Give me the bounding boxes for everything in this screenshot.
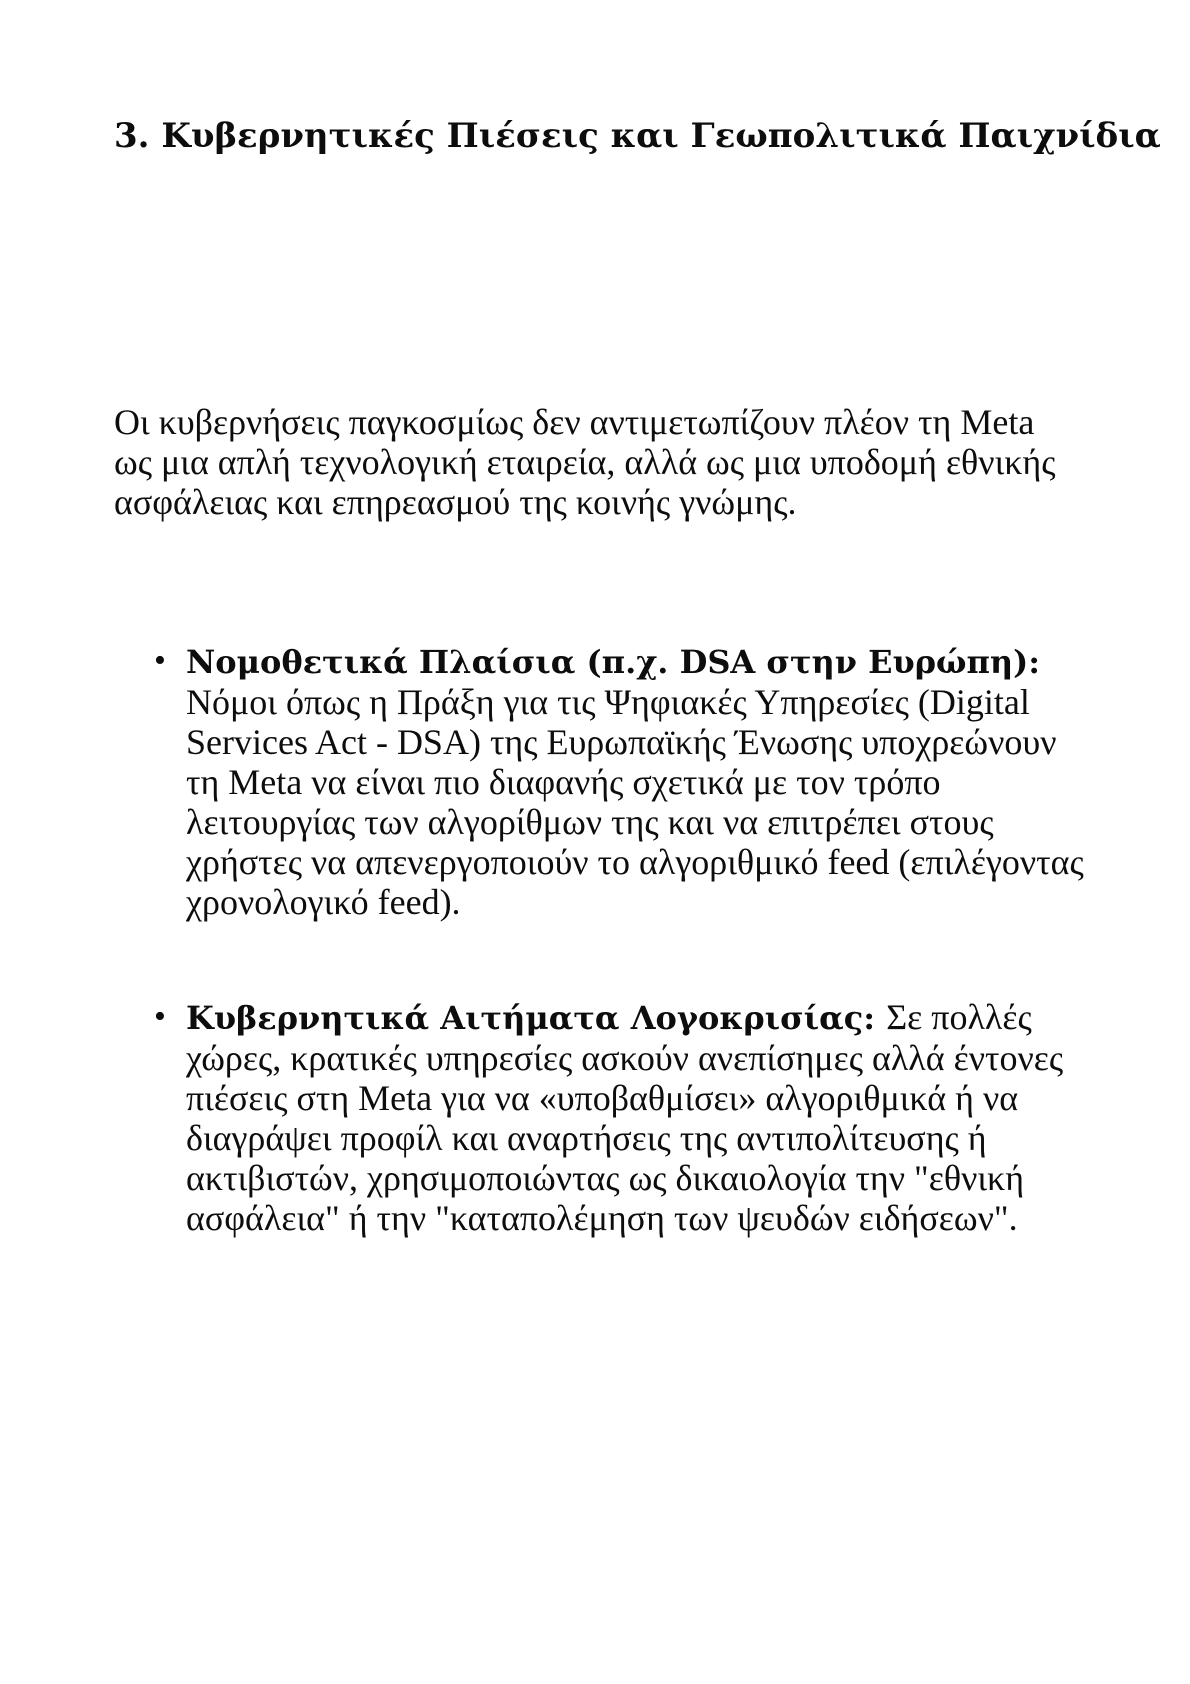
bullet-marker: •: [154, 998, 166, 1035]
bullet-item-censorship-requests: [154, 997, 1086, 1238]
bullet-item-legislative-frameworks: [154, 641, 1086, 922]
bullet-title: Νομοθετικά Πλαίσια (π.χ. DSA στην Ευρώπη):: [186, 643, 1041, 681]
bullet-text: Νόμοι όπως η Πράξη για τις Ψηφιακές Υπηρεσίες (Digital Services Act - DSA) της Ευρωπαϊκής Ένωσης υποχρεώνουν τη Meta να είναι πιο διαφανής σχετικά με τον τρόπο λειτουργίας των αλγορίθμων της και να επιτρέπει στους χρήστες να απενεργοποιούν το αλγοριθμικό feed (επιλέγοντας χρονολογικό feed).: [186, 682, 1084, 922]
bullet-marker: •: [154, 642, 166, 679]
bullet-text: Σε πολλές χώρες, κρατικές υπηρεσίες ασκούν ανεπίσημες αλλά έντονες πιέσεις στη Meta για να «υποβαθμίσει» αλγοριθμικά ή να διαγράψει προφίλ και αναρτήσεις της αντιπολίτευσης ή ακτιβιστών, χρησιμοποιώντας ως δικαιολογία την "εθνική ασφάλεια" ή την "καταπολέμηση των ψευδών ειδήσεων".: [186, 997, 1064, 1238]
intro-paragraph: Οι κυβερνήσεις παγκοσμίως δεν αντιμετωπίζουν πλέον τη Meta ως μια απλή τεχνολογική εταιρεία, αλλά ως μια υποδομή εθνικής ασφάλειας και επηρεασμού της κοινής γνώμης.: [114, 402, 1056, 522]
bullet-title: Κυβερνητικά Αιτήματα Λογοκρισίας:: [186, 999, 887, 1037]
section-heading: 3. Κυβερνητικές Πιέσεις και Γεωπολιτικά Παιχνίδια: [114, 116, 1161, 156]
